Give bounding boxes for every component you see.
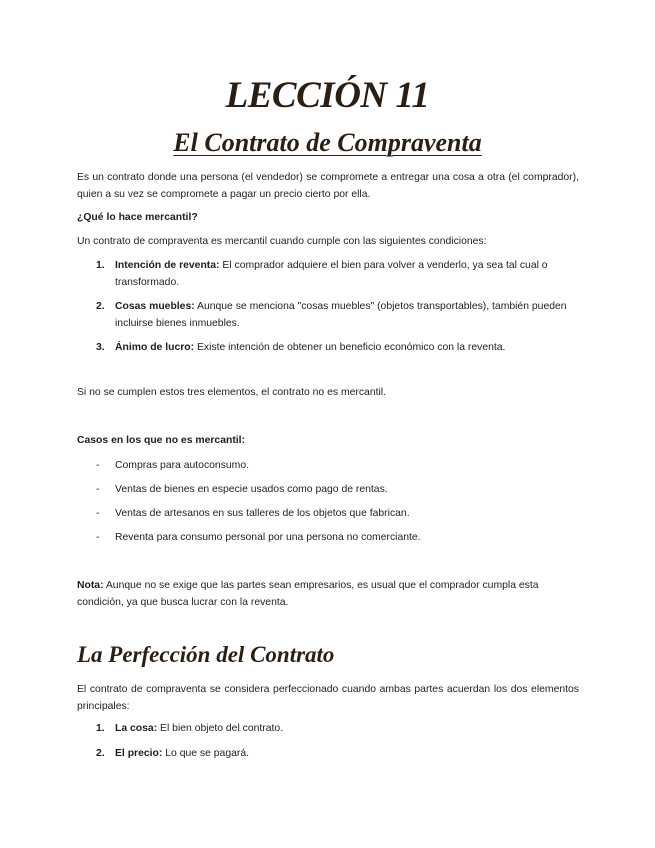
elemento-number: 1. bbox=[96, 723, 105, 734]
condition-label: Cosas muebles: bbox=[115, 301, 195, 312]
caso-text: Reventa para consumo personal por una persona no comerciante. bbox=[115, 532, 421, 543]
condition-number: 2. bbox=[96, 301, 105, 312]
nota-paragraph bbox=[77, 578, 579, 611]
nota-text: Aunque no se exige que las partes sean empresarios, es usual que el comprador cumpla esta condición, ya que busca lucrar con la reventa. bbox=[77, 580, 539, 608]
condition-text: El comprador adquiere el bien para volver a venderlo, ya sea tal cual o transformado. bbox=[115, 260, 548, 288]
casos-list bbox=[77, 458, 579, 547]
elemento-item bbox=[77, 721, 579, 738]
intro-paragraph: Es un contrato donde una persona (el vendedor) se compromete a entregar una cosa a otra (el comprador), quien a su vez se compromete a pagar un precio cierto por ella. bbox=[77, 172, 579, 200]
condition-item bbox=[77, 299, 579, 332]
caso-item bbox=[77, 506, 579, 523]
dash-bullet: - bbox=[96, 484, 100, 495]
elemento-text: El bien objeto del contrato. bbox=[157, 723, 284, 734]
nota-label: Nota: bbox=[77, 580, 104, 591]
caso-item bbox=[77, 530, 579, 547]
dash-bullet: - bbox=[96, 508, 100, 519]
condition-number: 3. bbox=[96, 342, 105, 353]
elemento-text: Lo que se pagará. bbox=[162, 747, 250, 759]
caso-item bbox=[77, 458, 579, 475]
lesson-subtitle: El Contrato de Compraventa bbox=[173, 128, 482, 157]
conditions-list bbox=[77, 258, 579, 357]
elemento-label: El precio: bbox=[115, 747, 163, 759]
perfeccion-heading: La Perfección del Contrato bbox=[77, 642, 335, 667]
casos-heading: Casos en los que no es mercantil: bbox=[77, 435, 246, 446]
caso-text: Ventas de bienes en especie usados como pago de rentas. bbox=[115, 484, 388, 495]
question-heading: ¿Qué lo hace mercantil? bbox=[77, 212, 198, 223]
caso-text: Compras para autoconsumo. bbox=[115, 460, 249, 471]
condition-label: Intención de reventa: bbox=[115, 260, 220, 271]
no-cumple-paragraph: Si no se cumplen estos tres elementos, el contrato no es mercantil. bbox=[77, 387, 386, 398]
perfeccion-intro: El contrato de compraventa se considera perfeccionado cuando ambas partes acuerdan los dos elementos principales: bbox=[77, 684, 579, 712]
dash-bullet: - bbox=[96, 532, 100, 543]
elementos-list bbox=[77, 721, 579, 762]
condition-number: 1. bbox=[96, 260, 105, 271]
lesson-title: LECCIÓN 11 bbox=[225, 75, 430, 116]
caso-text: Ventas de artesanos en sus talleres de los objetos que fabrican. bbox=[115, 508, 410, 519]
condition-item bbox=[77, 258, 579, 291]
condition-text: Existe intención de obtener un beneficio económico con la reventa. bbox=[194, 342, 506, 353]
elemento-label: La cosa: bbox=[115, 723, 158, 734]
elemento-item bbox=[77, 746, 579, 763]
condition-item bbox=[77, 340, 579, 357]
condition-text: Aunque se menciona "cosas muebles" (objetos transportables), también pueden incluirse bienes inmuebles. bbox=[115, 301, 567, 329]
caso-item bbox=[77, 482, 579, 499]
elemento-number: 2. bbox=[96, 747, 105, 759]
dash-bullet: - bbox=[96, 460, 100, 471]
condition-label: Ánimo de lucro: bbox=[115, 342, 195, 353]
conditions-intro: Un contrato de compraventa es mercantil cuando cumple con las siguientes condiciones: bbox=[77, 236, 487, 247]
